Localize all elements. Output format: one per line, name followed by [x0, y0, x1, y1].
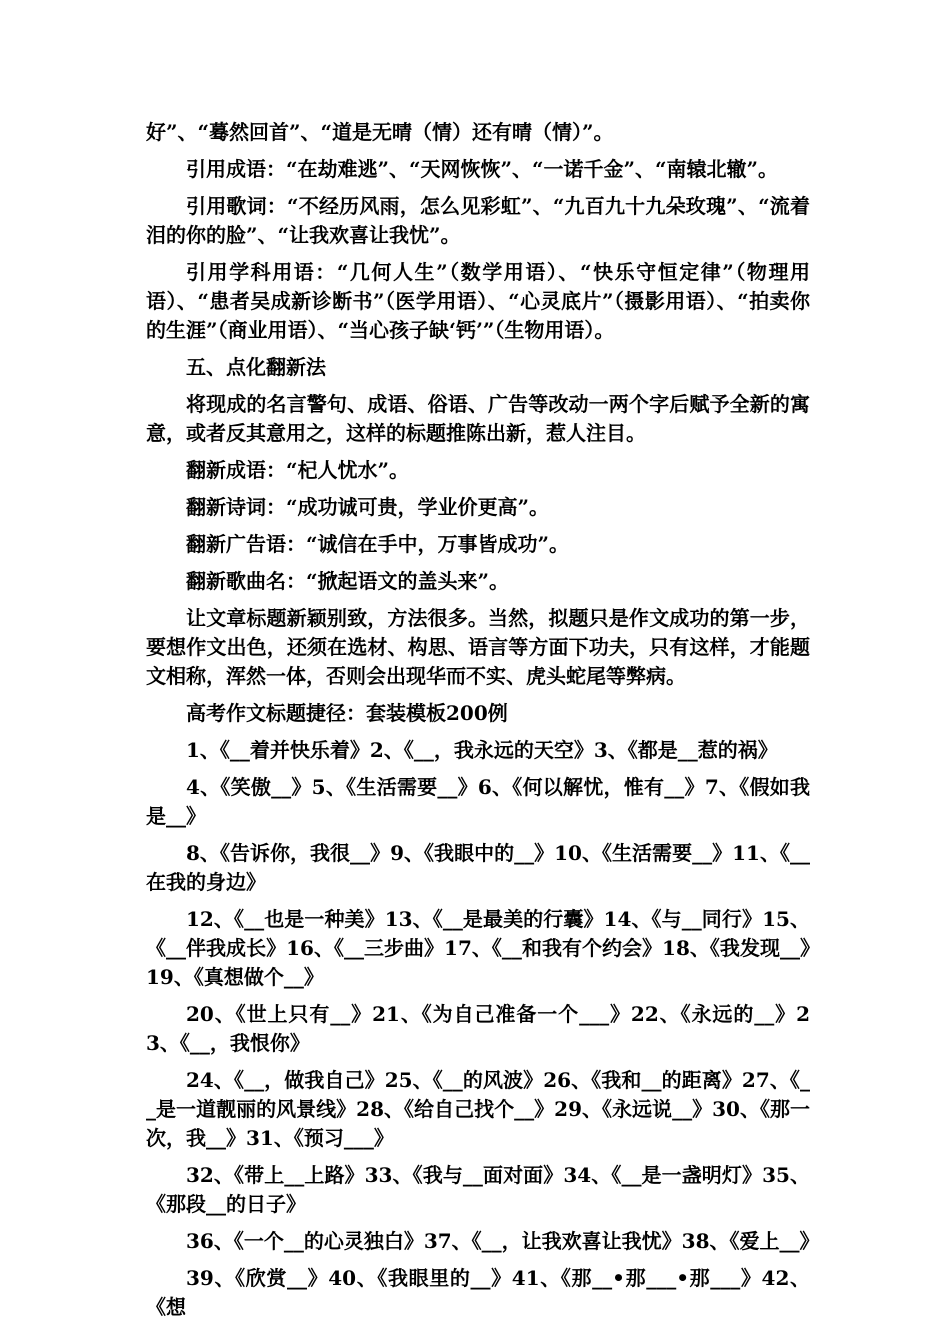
paragraph: 好”、“蓦然回首”、“道是无晴（情）还有晴（情）”。 [146, 120, 614, 144]
list-item: 1、《__着并快乐着》2、《__，我永远的天空》3、《都是__惹的祸》 [186, 738, 778, 762]
section-heading: 五、点化翻新法 [186, 355, 326, 379]
paragraph: 翻新成语：“杞人忧水”。 [186, 458, 410, 482]
list-item: 12、《__也是一种美》13、《__是最美的行囊》14、《与__同行》15、《__伴我成长》16、《__三步曲》17、《__和我有个约会》18、《我发现__》19、《真想做个__》 [146, 907, 810, 989]
list-item: 8、《告诉你，我很__》9、《我眼中的__》10、《生活需要__》11、《__在我的身边》 [146, 841, 810, 894]
paragraph: 翻新诗词：“成功诚可贵，学业价更高”。 [186, 495, 550, 519]
paragraph: 翻新广告语：“诚信在手中，万事皆成功”。 [186, 532, 570, 556]
paragraph: 让文章标题新颖别致，方法很多。当然，拟题只是作文成功的第一步，要想作文出色，还须在选材、构思、语言等方面下功夫，只有这样，才能题文相称，浑然一体，否则会出现华而不实、虎头蛇尾等弊病。 [146, 606, 810, 688]
paragraph: 引用歌词：“不经历风雨，怎么见彩虹”、“九百九十九朵玫瑰”、“流着泪的你的脸”、“让我欢喜让我忧”。 [146, 194, 810, 247]
paragraph: 引用学科用语：“几何人生”（数学用语）、“快乐守恒定律”（物理用语）、“患者吴成新诊断书”（医学用语）、“心灵底片”（摄影用语）、“拍卖你的生涯”（商业用语）、“当心孩子缺‘钙’”（生物用语）。 [146, 260, 810, 342]
list-heading: 高考作文标题捷径：套装模板200例 [186, 701, 508, 725]
paragraph: 将现成的名言警句、成语、俗语、广告等改动一两个字后赋予全新的寓意，或者反其意用之，这样的标题推陈出新，惹人注目。 [146, 392, 810, 445]
list-item: 36、《一个__的心灵独白》37、《__，让我欢喜让我忧》38、《爱上__》 [186, 1229, 820, 1253]
list-item: 39、《欣赏__》40、《我眼里的__》41、《那__•那___•那___》42、《想 [146, 1266, 810, 1319]
paragraph: 引用成语：“在劫难逃”、“天网恢恢”、“一诺千金”、“南辕北辙”。 [186, 157, 779, 181]
list-item: 24、《__，做我自己》25、《__的风波》26、《我和__的距离》27、《__是一道靓丽的风景线》28、《给自己找个__》29、《永远说__》30、《那一次，我__》31、《预习___》 [146, 1068, 810, 1150]
list-item: 4、《笑傲__》5、《生活需要__》6、《何以解忧，惟有__》7、《假如我是__》 [146, 775, 810, 828]
list-item: 32、《带上__上路》33、《我与__面对面》34、《__是一盏明灯》35、《那段__的日子》 [146, 1163, 810, 1216]
list-item: 20、《世上只有__》21、《为自己准备一个___》22、《永远的__》23、《__，我恨你》 [146, 1002, 810, 1055]
paragraph: 翻新歌曲名：“掀起语文的盖头来”。 [186, 569, 510, 593]
document-page [146, 118, 820, 1330]
